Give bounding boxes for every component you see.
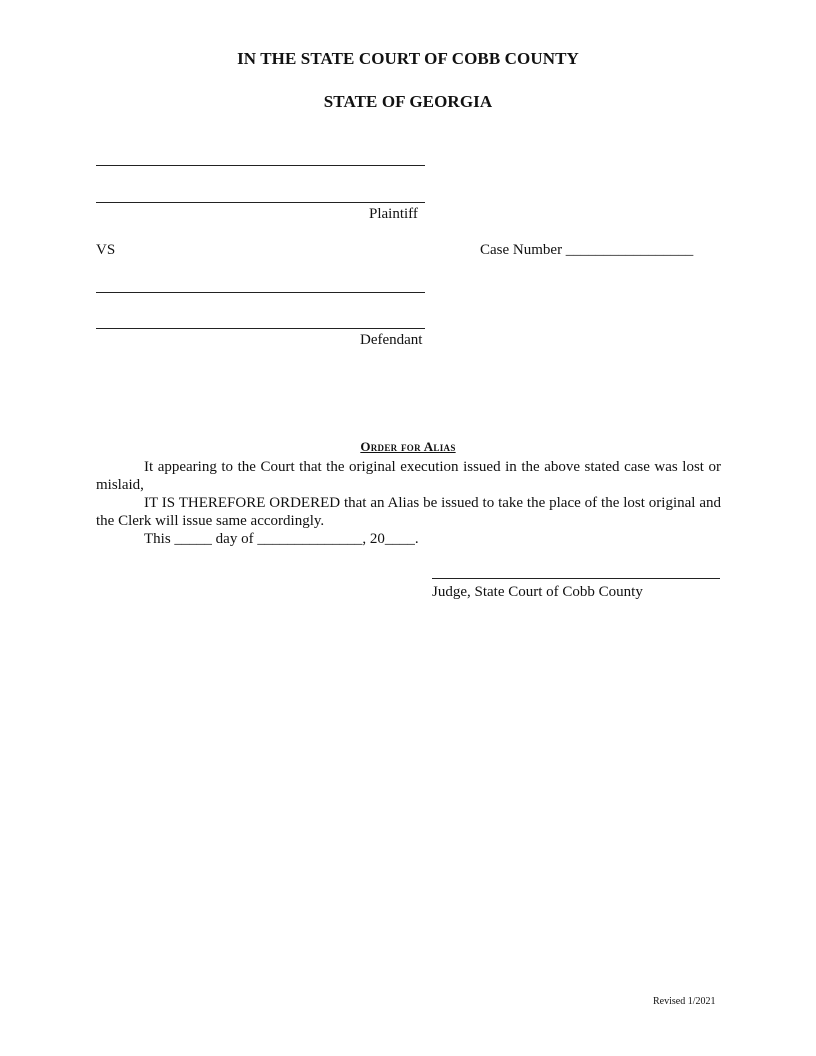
plaintiff-line-2[interactable] [96, 202, 425, 203]
vs-label: VS [96, 242, 116, 258]
case-number-field[interactable]: Case Number _________________ [480, 242, 694, 258]
order-paragraph-1: It appearing to the Court that the original execution issued in the above stated case was lost or mislaid, [96, 459, 721, 493]
order-title: Order for Alias [360, 439, 456, 454]
order-paragraph-2: IT IS THEREFORE ORDERED that an Alias be issued to take the place of the lost original and the Clerk will issue same accordingly. [96, 495, 721, 529]
state-heading: STATE OF GEORGIA [323, 92, 493, 111]
revised-date: Revised 1/2021 [653, 996, 716, 1007]
defendant-label: Defendant [360, 332, 423, 348]
defendant-line-2[interactable] [96, 328, 425, 329]
plaintiff-label: Plaintiff [369, 206, 418, 222]
defendant-line-1[interactable] [96, 292, 425, 293]
judge-signature-line[interactable] [432, 578, 720, 579]
judge-signature-label: Judge, State Court of Cobb County [432, 584, 643, 600]
order-date-line[interactable]: This _____ day of ______________, 20____. [144, 531, 419, 547]
plaintiff-line-1[interactable] [96, 165, 425, 166]
court-heading: IN THE STATE COURT OF COBB COUNTY [237, 49, 579, 68]
